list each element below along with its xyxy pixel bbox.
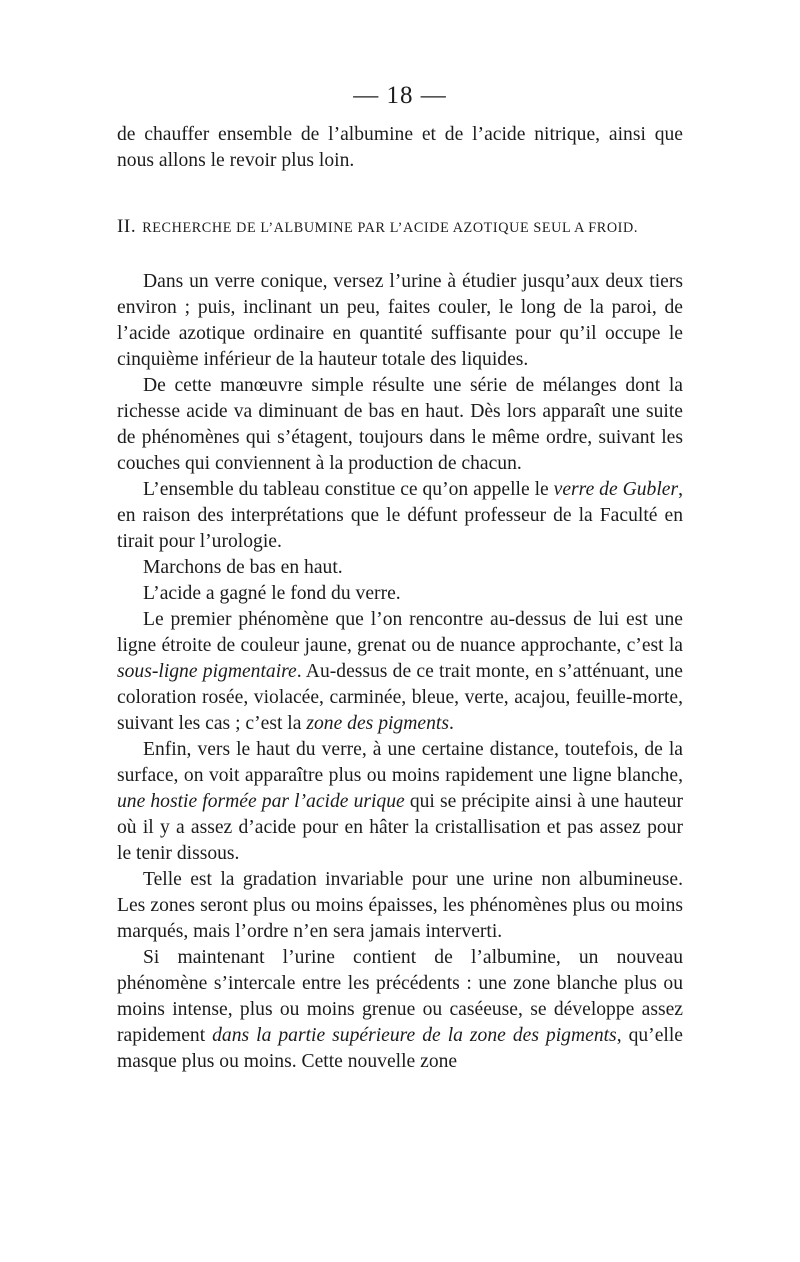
paragraph xyxy=(117,477,683,555)
section-numeral: II. xyxy=(117,216,137,237)
paragraph xyxy=(117,737,683,867)
page-number: — 18 — xyxy=(353,82,447,109)
body-text xyxy=(117,122,683,1075)
section-heading xyxy=(117,214,683,241)
text-run: , qu’elle masque plus ou moins. Cette nouvelle zone xyxy=(117,1025,683,1072)
text-run: , en raison des interprétations que le défunt professeur de la Faculté en tirait pour l’urologie. xyxy=(117,479,683,552)
paragraph-continuation: de chauffer ensemble de l’albumine et de l’acide nitrique, ainsi que nous allons le revoir plus loin. xyxy=(117,124,683,171)
text-run: Le premier phénomène que l’on rencontre au-dessus de lui est une ligne étroite de couleur jaune, grenat ou de nuance approchante, c’est la xyxy=(117,609,683,656)
paragraph: De cette manœuvre simple résulte une série de mélanges dont la richesse acide va diminuant de bas en haut. Dès lors apparaît une suite de phénomènes qui s’étagent, toujours dans le même ordre, suivant les couches qui conviennent à la production de chacun. xyxy=(117,375,683,474)
paragraph xyxy=(117,945,683,1075)
italic-term: sous-ligne pigmentaire xyxy=(117,661,297,682)
italic-term: verre de Gubler xyxy=(553,479,679,500)
paragraph: Dans un verre conique, versez l’urine à étudier jusqu’aux deux tiers environ ; puis, inclinant un peu, faites couler, le long de la paroi, de l’acide azotique ordinaire en quantité suffisante pour qu’il occupe le cinquième inférieur de la hauteur totale des liquides. xyxy=(117,271,683,370)
paragraph: L’acide a gagné le fond du verre. xyxy=(143,583,401,604)
italic-term: une hostie formée par l’acide urique xyxy=(117,791,405,812)
paragraph: Marchons de bas en haut. xyxy=(143,557,343,578)
italic-term: zone des pigments xyxy=(306,713,449,734)
text-run: Enfin, vers le haut du verre, à une certaine distance, toutefois, de la surface, on voit apparaître plus ou moins rapidement une ligne blanche, xyxy=(117,739,683,786)
paragraph: Telle est la gradation invariable pour une urine non albumineuse. Les zones seront plus ou moins épaisses, les phénomènes plus ou moins marqués, mais l’ordre n’en sera jamais interverti. xyxy=(117,869,683,942)
text-run: . xyxy=(448,713,454,734)
text-run: . Au-dessus de ce trait monte, en s’atténuant, une coloration rosée, violacée, carminée, bleue, verte, acajou, feuille-morte, suivant les cas ; c’est la xyxy=(117,661,684,734)
text-run: L’ensemble du tableau constitue ce qu’on appelle le xyxy=(143,479,554,500)
section-title: RECHERCHE DE L’ALBUMINE PAR L’ACIDE AZOTIQUE SEUL A FROID. xyxy=(142,220,638,236)
text-run: qui se précipite ainsi à une hauteur où il y a assez d’acide pour en hâter la cristallisation et pas assez pour le tenir dissous. xyxy=(117,791,683,864)
text-run: Si maintenant l’urine contient de l’albumine, un nouveau phénomène s’intercale entre les précédents : une zone blanche plus ou moins intense, plus ou moins grenue ou caséeuse, se développe assez rapidement xyxy=(117,947,683,1046)
italic-term: dans la partie supérieure de la zone des pigments xyxy=(212,1025,617,1046)
paragraph xyxy=(117,607,683,737)
